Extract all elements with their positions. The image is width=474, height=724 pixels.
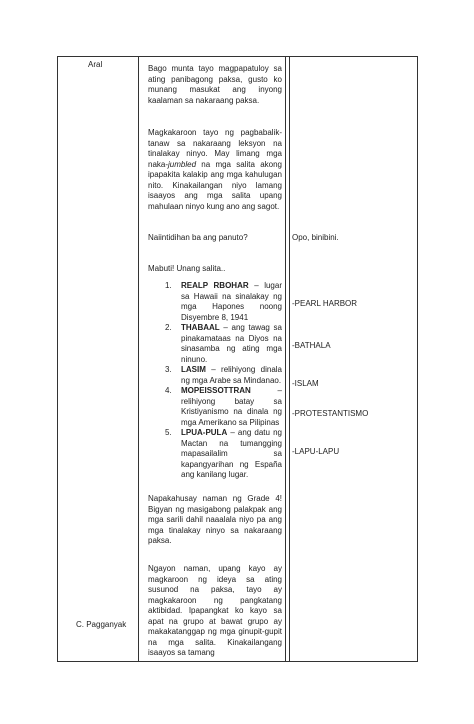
student-reply: Opo, binibini. <box>292 233 339 242</box>
answer-4: -PROTESTANTISMO <box>292 409 369 418</box>
column-divider <box>289 57 290 661</box>
list-item: 5. LPUA-PULA – ang datu ng Mactan na tumangging mapasailalim sa kapangyarihan ng España ang kanilang lugar. <box>165 428 282 479</box>
teacher-paragraph-2: Magkakaroon tayo ng pagbabalik-tanaw sa nakaraang leksyon na tinalakay ninyo. May limang mga naka-jumbled na mga salita akong ipapakita kalakip ang mga kahulugan nito. Kinakailangan niyo lamang isaayos ang mga salita upang mahulaan ninyo kung ano ang sagot. <box>148 128 282 211</box>
column-divider <box>285 57 286 661</box>
list-item: 2. THABAAL – ang tawag sa pinakamataas na Diyos na sinasamba ng ating mga ninuno. <box>165 323 282 364</box>
column-divider <box>138 57 139 661</box>
teacher-intro: Mabuti! Unang salita.. <box>148 264 226 273</box>
teacher-paragraph-5: Napakahusay naman ng Grade 4! Bigyan ng masigabong palakpak ang mga sarili dahil naaalala niyo pa ang mga tinalakay ninyo sa nakaraang paksa. <box>148 494 282 545</box>
list-item: 4. MOPEISSOTTRAN – relihiyong batay sa Kristiyanismo na dinala ng mga Amerikano sa Pilipinas <box>165 386 282 427</box>
jumbled-word-list <box>165 281 282 481</box>
answer-1: -PEARL HARBOR <box>292 299 358 308</box>
list-item: 1. REALP RBOHAR – lugar sa Hawaii na sinalakay ng mga Hapones noong Disyembre 8, 1941 <box>165 281 282 322</box>
list-item: 3. LASIM – relihiyong dinala ng mga Arabe sa Mindanao. <box>165 365 282 385</box>
answer-2: -BATHALA <box>292 341 331 350</box>
label-aral: Aral <box>88 60 103 69</box>
teacher-paragraph-6: Ngayon naman, upang kayo ay magkaroon ng ideya sa ating susunod na paksa, tayo ay magkakaroon ng pangkatang aktibidad. Ipapangkat ko kayo sa apat na grupo at bawat grupo ay makakatanggap ng mga ginupit-gupit na mga salita. Kinakailangang isaayos sa tamang <box>148 564 282 657</box>
answer-3: -ISLAM <box>292 379 319 388</box>
teacher-question: Naiintidihan ba ang panuto? <box>148 233 248 242</box>
label-pagganyak: C. Pagganyak <box>76 620 127 629</box>
teacher-paragraph-1: Bago munta tayo magpapatuloy sa ating panibagong paksa, gusto ko munang masukat ang inyong kaalaman sa nakaraang paksa. <box>148 64 282 105</box>
answer-5: -LAPU-LAPU <box>292 447 340 456</box>
